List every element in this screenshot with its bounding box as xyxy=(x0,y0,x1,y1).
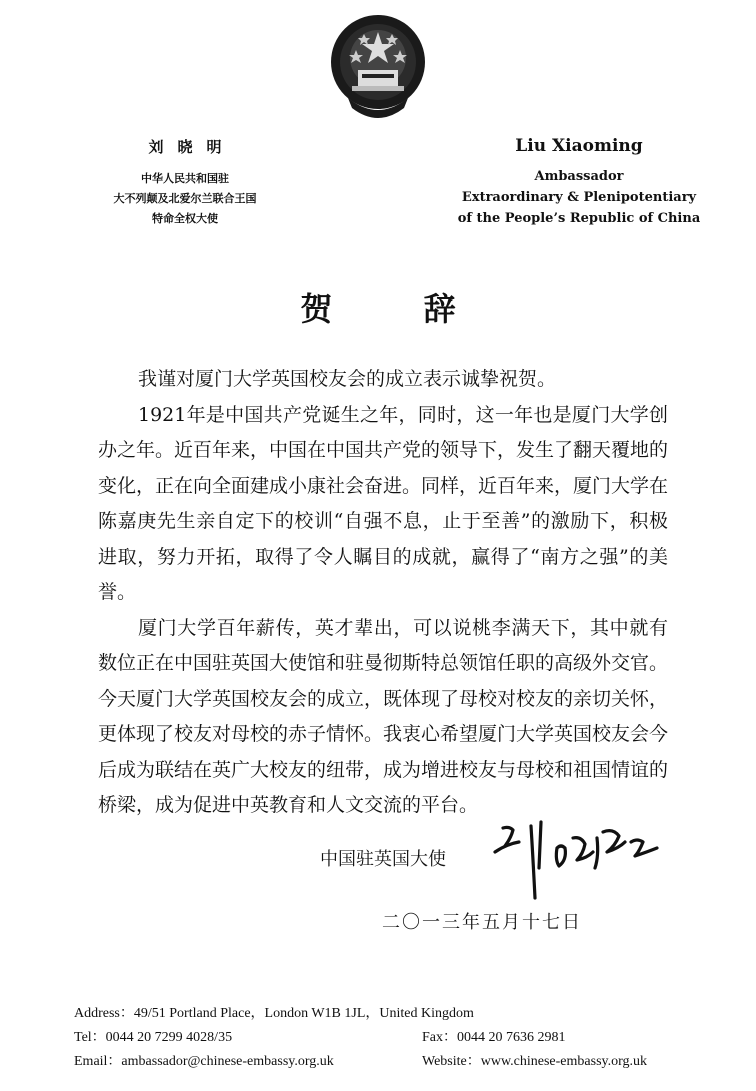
letterhead-right xyxy=(445,136,713,229)
title-line-en: Ambassador xyxy=(534,169,624,184)
handwritten-signature xyxy=(485,808,670,900)
signoff-title: 中国驻英国大使 xyxy=(320,849,446,870)
paragraph: 厦门大学百年薪传，英才辈出，可以说桃李满天下，其中就有数位正在中国驻英国大使馆和驻曼彻斯特总领馆任职的高级外交官。今天厦门大学英国校友会的成立，既体现了母校对校友的亲切关怀，更体现了校友对母校的赤子情怀。我衷心希望厦门大学英国校友会今后成为联结在英广大校友的纽带，成为增进校友与母校和祖国情谊的桥梁，成为促进中英教育和人文交流的平台。 xyxy=(98,616,669,816)
letter-body xyxy=(98,362,668,824)
national-emblem-icon xyxy=(328,10,428,128)
footer-tel: Tel：0044 20 7299 4028/35 xyxy=(74,1030,233,1045)
title-line-zh: 特命全权大使 xyxy=(152,212,218,225)
letter-date: 二〇一三年五月十七日 xyxy=(382,912,582,933)
paragraph: 我谨对厦门大学英国校友会的成立表示诚挚祝贺。 xyxy=(138,368,557,390)
ambassador-name-en: Liu Xiaoming xyxy=(515,136,643,156)
title-line-en: of the People’s Republic of China xyxy=(457,211,701,226)
title-line-zh: 大不列颠及北爱尔兰联合王国 xyxy=(113,192,257,205)
footer-fax: Fax：0044 20 7636 2981 xyxy=(422,1030,566,1045)
letter-heading: 贺 辞 xyxy=(300,290,496,328)
ambassador-name-zh: 刘晓明 xyxy=(148,138,236,156)
paragraph: 1921年是中国共产党诞生之年，同时，这一年也是厦门大学创办之年。近百年来，中国在中国共产党的领导下，发生了翻天覆地的变化，正在向全面建成小康社会奋进。同样，近百年来，厦门大学在陈嘉庚先生亲自定下的校训“自强不息，止于至善”的激励下，积极进取，努力开拓，取得了令人瞩目的成就，赢得了“南方之强”的美誉。 xyxy=(98,403,669,603)
footer-email: Email：ambassador@chinese-embassy.org.uk xyxy=(74,1054,334,1069)
letterhead-left xyxy=(60,136,310,229)
title-line-en: Extraordinary & Plenipotentiary xyxy=(461,190,697,205)
title-line-zh: 中华人民共和国驻 xyxy=(141,172,229,185)
letterhead-footer xyxy=(74,1002,694,1074)
footer-website: Website：www.chinese-embassy.org.uk xyxy=(422,1054,648,1069)
footer-address: Address：49/51 Portland Place，London W1B 1JL，United Kingdom xyxy=(74,1006,474,1021)
